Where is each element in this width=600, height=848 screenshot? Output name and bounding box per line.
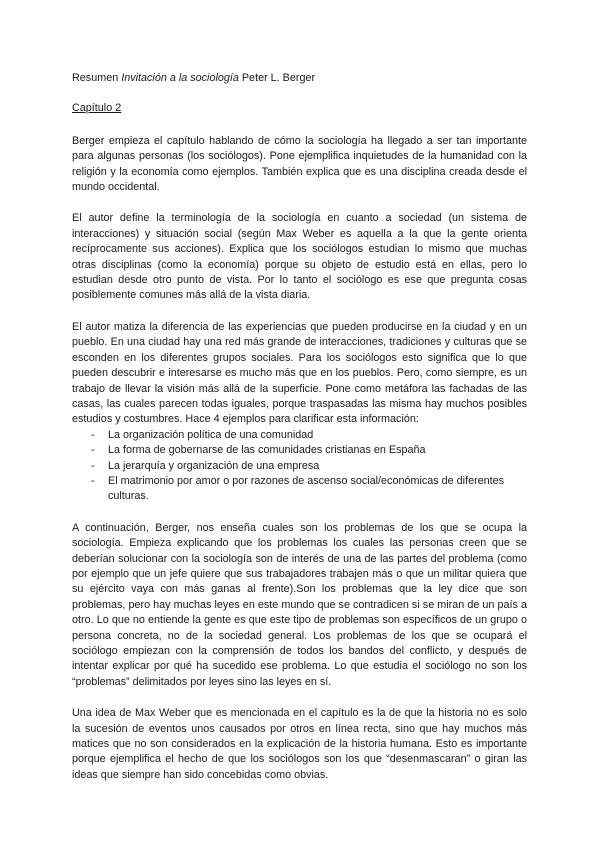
book-title: Invitación a la sociología <box>121 72 239 84</box>
list-item <box>72 474 527 505</box>
chapter-heading: Capítulo 2 <box>72 102 122 115</box>
paragraph-intro: Berger empieza el capítulo hablando de cómo la sociología ha llegado a ser tan importante para algunas personas (los sociólogos). Pone ejemplifica inquietudes de la humanidad con la religión y la economía como ejemplos. También explica que es una disciplina creada desde el mundo occidental. <box>72 134 527 194</box>
document-title <box>72 71 527 86</box>
book-author: Peter L. Berger <box>238 72 316 84</box>
title-prefix: Resumen <box>72 72 122 84</box>
dash-bullet: - <box>91 428 95 441</box>
list-item <box>72 443 527 458</box>
document-body <box>72 71 527 783</box>
paragraph-terminology: El autor define la terminología de la sociología en cuanto a sociedad (un sistema de interacciones) y situación social (según Max Weber es aquella a la que la gente orienta recíprocamente sus acciones). Explica que los sociólogos estudian lo mismo que muchas otras disciplinas (como la economía) porque su objeto de estudio está en ellas, pero lo estudian desde otro punto de vista. Por lo tanto el sociólogo es ese que pregunta cosas posiblemente comunes más allá de la vista diaria. <box>72 212 527 302</box>
list-item-text: La forma de gobernarse de las comunidades cristianas en España <box>108 444 426 457</box>
paragraph-city-village: El autor matiza la diferencia de las experiencias que pueden producirse en la ciudad y en un pueblo. En una ciudad hay una red más grande de interacciones, tradiciones y culturas que se esconden en los diferentes grupos sociales. Para los sociólogos esto significa que lo que pueden descubrir e interesarse es mucho más que en los pueblos. Pero, como siempre, es un trabajo de llevar la visión más allá de la superficie. Pone como metáfora las fachadas de las casas, las cuales parecen todas iguales, porque traspasadas las misma hay muchos posibles estudios y costumbres. Hace 4 ejemplos para clarificar esta información: <box>72 320 527 426</box>
list-item-text: La organización política de una comunidad <box>108 428 314 441</box>
dash-bullet: - <box>91 444 95 457</box>
paragraph-problems: A continuación, Berger, nos enseña cuales son los problemas de los que se ocupa la sociología. Empieza explicando que los problemas los cuales las personas creen que se deberían solucionar con la sociología son de interés de una de las partes del problema (como por ejemplo que un jefe quiere que sus trabajadores trabajen más o que un militar quiera que su ejército vaya con más ganas al frente).Son los problemas que la ley dice que son problemas, pero hay muchas leyes en este mundo que se contradicen si se miran de un país a otro. Lo que no entiende la gente es que este tipo de problemas son específicos de un grupo o persona concreta, no de la sociedad general. Los problemas de los que se ocupará el sociólogo empiezan con la comprensión de todos los bandos del conflicto, y después de intentar explicar por qué ha sucedido ese problema. Lo que estudia el sociólogo no son los “problemas” delimitados por leyes sino las leyes en sí. <box>72 521 527 688</box>
dash-bullet: - <box>91 474 95 487</box>
paragraph-max-weber: Una idea de Max Weber que es mencionada en el capítulo es la de que la historia no es solo la sucesión de eventos unos causados por otros en línea recta, sino que hay muchos más matices que no son considerados en la explicación de la historia humana. Esto es importante porque ejemplifica el hecho de que los sociólogos son los que “desenmascaran” o giran las ideas que siempre han sido concebidas como obvias. <box>72 707 527 781</box>
list-item-text: La jerarquía y organización de una empresa <box>108 459 320 472</box>
list-item <box>72 428 527 443</box>
examples-list <box>72 428 527 505</box>
dash-bullet: - <box>91 459 95 472</box>
list-item-text: El matrimonio por amor o por razones de ascenso social/económicas de diferentes culturas. <box>108 474 505 503</box>
list-item <box>72 459 527 474</box>
